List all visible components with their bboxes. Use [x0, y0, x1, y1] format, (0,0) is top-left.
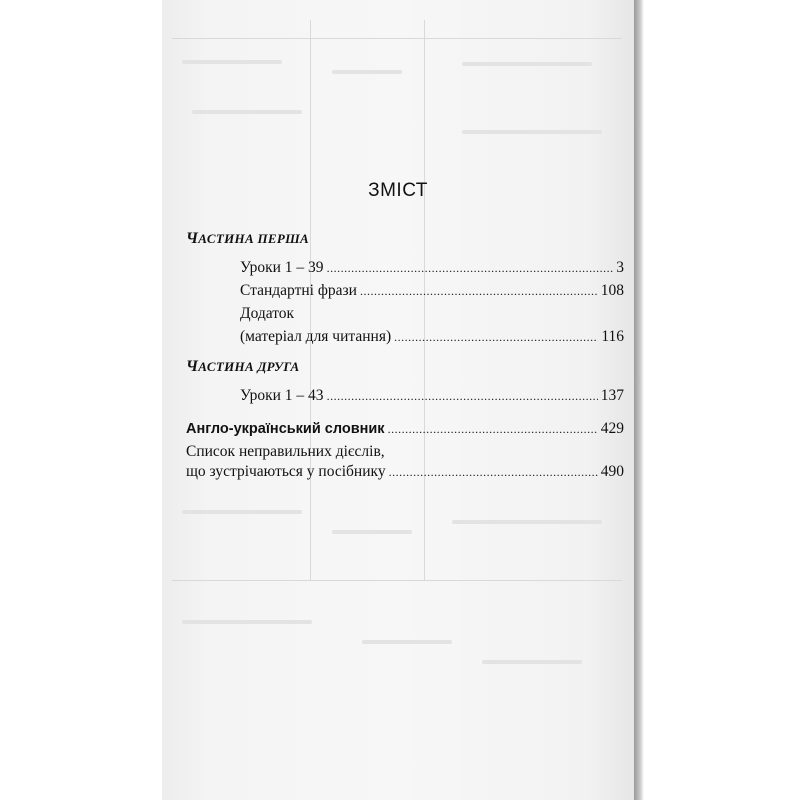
toc-entry	[240, 281, 624, 301]
dot-leader	[327, 258, 614, 278]
toc-entry	[240, 386, 624, 406]
toc-entry-page: 116	[601, 328, 624, 345]
toc-entry-label: Уроки 1 – 43	[240, 387, 324, 404]
page-edge-shadow	[634, 0, 644, 800]
toc-entry-label: (матеріал для читання)	[240, 328, 392, 345]
toc-entry	[240, 258, 624, 278]
part-two-initial: Ч	[186, 358, 199, 375]
toc-title: ЗМІСТ	[368, 180, 428, 201]
toc-entry-page: 108	[600, 282, 624, 299]
toc-entry	[240, 327, 624, 347]
toc-entry-page: 3	[616, 259, 624, 276]
toc-entry-label: що зустрічаються у посібнику	[186, 463, 386, 480]
toc-entry-page: 490	[600, 463, 624, 480]
toc-entry-page: 429	[600, 420, 624, 437]
toc-entry-label: Стандартні фрази	[240, 282, 357, 299]
toc-entry	[186, 419, 624, 439]
toc-entry-label: Англо-український словник	[186, 421, 385, 437]
toc-entry	[186, 462, 624, 482]
toc-entry-label: Уроки 1 – 39	[240, 259, 324, 276]
dot-leader	[360, 281, 598, 301]
table-of-contents	[162, 0, 634, 800]
part-one-heading	[186, 230, 309, 248]
irregular-verbs-label: Список неправильних дієслів,	[186, 443, 385, 460]
book-page	[162, 0, 634, 800]
dot-leader	[394, 327, 598, 347]
dot-leader	[327, 386, 598, 406]
dot-leader	[389, 462, 598, 482]
part-two-heading-rest: АСТИНА ДРУГА	[198, 359, 300, 374]
appendix-label: Додаток	[240, 305, 295, 322]
toc-entry-page: 137	[600, 387, 624, 404]
part-one-initial: Ч	[186, 230, 199, 247]
dot-leader	[388, 419, 598, 439]
part-two-heading	[186, 358, 299, 376]
part-one-heading-rest: АСТИНА ПЕРША	[198, 231, 310, 246]
